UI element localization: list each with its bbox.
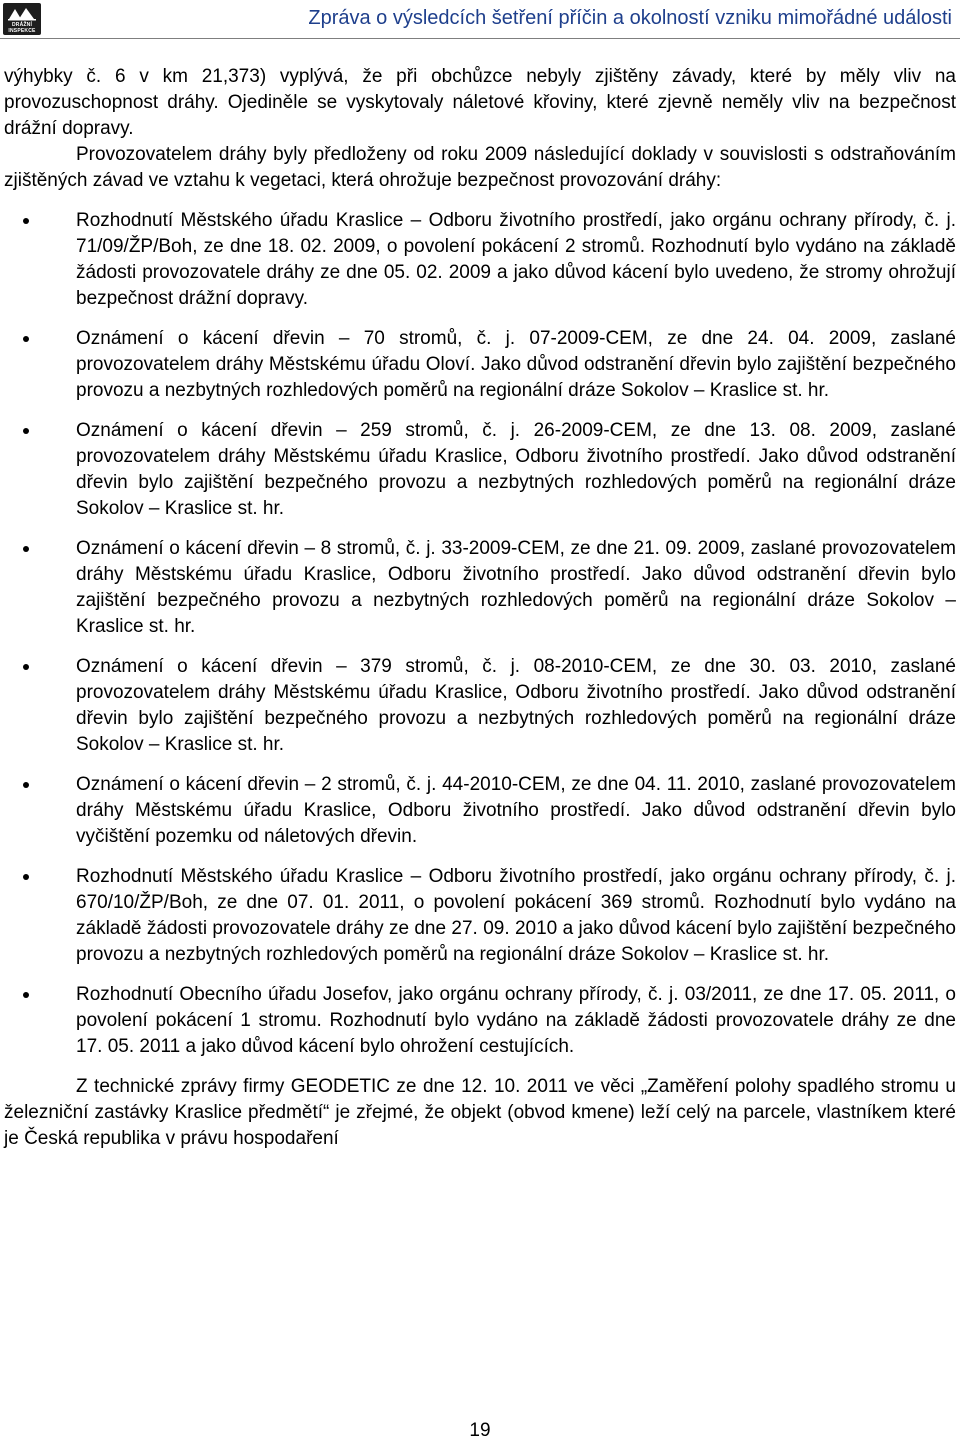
list-item [4,208,956,312]
list-item [4,536,956,640]
list-item [4,654,956,758]
document-list [4,208,956,1060]
bullet-icon [23,546,29,552]
logo-text-top: DRÁŽNÍ [11,22,33,28]
list-item [4,418,956,522]
bullet-icon [23,428,29,434]
intro-paragraph: výhybky č. 6 v km 21,373) vyplývá, že při obchůzce nebyly zjištěny závady, které by měly vliv na provozuschopnost dráhy. Ojediněle se vyskytovaly náletové křoviny, které zjevně neměly vliv na bezpečnost drážní dopravy. [4,66,956,139]
emblem-icon [7,6,37,21]
bullet-icon [23,992,29,998]
list-item-text: Oznámení o kácení dřevin – 8 stromů, č. j. 33-2009-CEM, ze dne 21. 09. 2009, zaslané provozovatelem dráhy Městskému úřadu Kraslice, Odboru životního prostředí. Jako důvod odstranění dřevin bylo zajištění bezpečného provozu a nezbytných rozhledových poměrů na regionální dráze Sokolov – Kraslice st. hr. [76,538,956,637]
drazni-inspekce-logo [3,3,41,35]
list-item [4,772,956,850]
list-item [4,326,956,404]
page-header [0,0,960,40]
final-paragraph: Z technické zprávy firmy GEODETIC ze dne 12. 10. 2011 ve věci „Zaměření polohy spadlého stromu u železniční zastávky Kraslice předmětí“ je zřejmé, že objekt (obvod kmene) leží celý na parcele, vlastníkem které je Česká republika v právu hospodaření [4,1076,956,1149]
document-title: Zpráva o výsledcích šetření příčin a okolností vzniku mimořádné události [308,7,952,29]
list-item-text: Oznámení o kácení dřevin – 70 stromů, č. j. 07-2009-CEM, ze dne 24. 04. 2009, zaslané provozovatelem dráhy Městskému úřadu Oloví. Jako důvod odstranění dřevin bylo zajištění bezpečného provozu a nezbytných rozhledových poměrů na regionální dráze Sokolov – Kraslice st. hr. [76,328,956,401]
bullet-icon [23,336,29,342]
list-item-text: Rozhodnutí Městského úřadu Kraslice – Odboru životního prostředí, jako orgánu ochrany přírody, č. j. 71/09/ŽP/Boh, ze dne 18. 02. 2009, o povolení pokácení 2 stromů. Rozhodnutí bylo vydáno na základě žádosti provozovatele dráhy ze dne 05. 02. 2009 a jako důvod kácení bylo uvedeno, že stromy ohrožují bezpečnost drážní dopravy. [76,210,956,309]
list-item [4,982,956,1060]
list-item-text: Oznámení o kácení dřevin – 379 stromů, č. j. 08-2010-CEM, ze dne 30. 03. 2010, zaslané provozovatelem dráhy Městskému úřadu Kraslice, Odboru životního prostředí. Jako důvod odstranění dřevin bylo zajištění bezpečného provozu a nezbytných rozhledových poměrů na regionální dráze Sokolov – Kraslice st. hr. [76,656,956,755]
bullet-icon [23,664,29,670]
list-item [4,864,956,968]
bullet-icon [23,218,29,224]
page-number: 19 [469,1420,491,1441]
document-body [4,64,956,1152]
bullet-icon [23,874,29,880]
header-divider [0,38,960,39]
logo-text-bottom: INSPEKCE [8,28,36,34]
list-item-text: Rozhodnutí Městského úřadu Kraslice – Odboru životního prostředí, jako orgánu ochrany přírody, č. j. 670/10/ŽP/Boh, ze dne 07. 01. 2011, o povolení pokácení 369 stromů. Rozhodnutí bylo vydáno na základě žádosti provozovatele dráhy ze dne 27. 09. 2010 a jako důvod kácení bylo zajištění bezpečného provozu a nezbytných rozhledových poměrů na regionální dráze Sokolov – Kraslice st. hr. [76,866,956,965]
lead-paragraph: Provozovatelem dráhy byly předloženy od roku 2009 následující doklady v souvislosti s odstraňováním zjištěných závad ve vztahu k vegetaci, která ohrožuje bezpečnost provozování dráhy: [4,144,956,191]
bullet-icon [23,782,29,788]
list-item-text: Rozhodnutí Obecního úřadu Josefov, jako orgánu ochrany přírody, č. j. 03/2011, ze dne 17. 05. 2011, o povolení pokácení 1 stromu. Rozhodnutí bylo vydáno na základě žádosti provozovatele dráhy ze dne 17. 05. 2011 a jako důvod kácení bylo ohrožení cestujících. [76,984,956,1057]
list-item-text: Oznámení o kácení dřevin – 2 stromů, č. j. 44-2010-CEM, ze dne 04. 11. 2010, zaslané provozovatelem dráhy Městskému úřadu Kraslice, Odboru životního prostředí. Jako důvod odstranění dřevin bylo vyčištění pozemku od náletových dřevin. [76,774,956,847]
list-item-text: Oznámení o kácení dřevin – 259 stromů, č. j. 26-2009-CEM, ze dne 13. 08. 2009, zaslané provozovatelem dráhy Městskému úřadu Kraslice, Odboru životního prostředí. Jako důvod odstranění dřevin bylo zajištění bezpečného provozu a nezbytných rozhledových poměrů na regionální dráze Sokolov – Kraslice st. hr. [76,420,956,519]
